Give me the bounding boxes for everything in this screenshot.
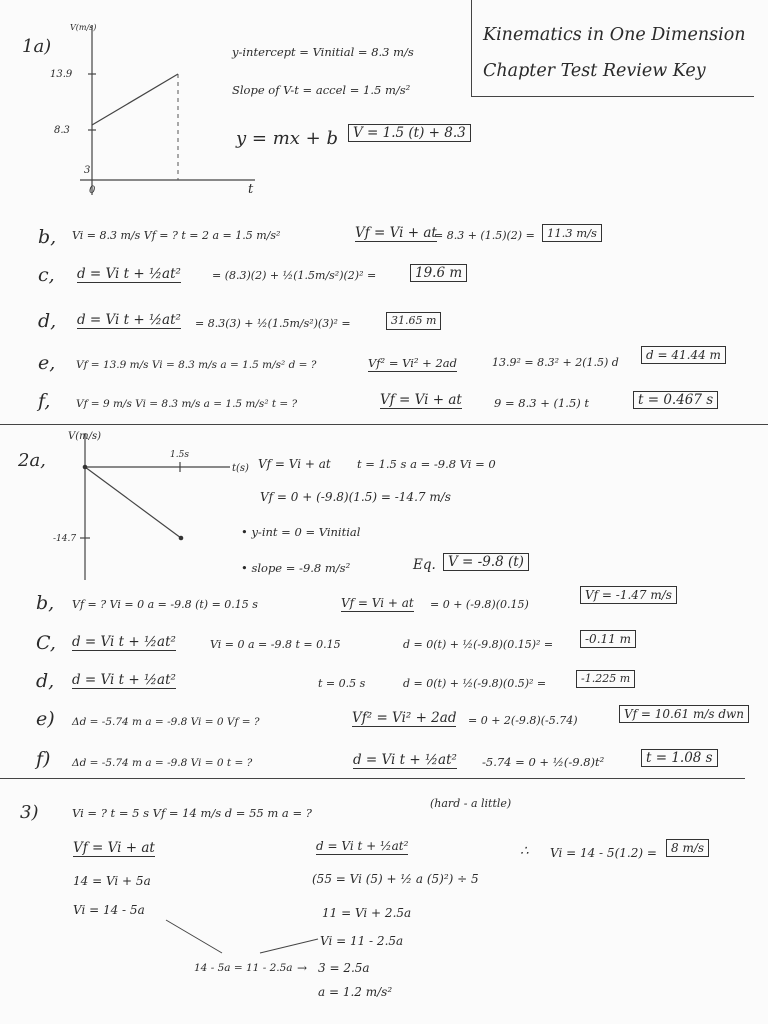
p2e-work: = 0 + 2(-9.8)(-5.74) — [468, 714, 578, 727]
p3-col2-line2: 11 = Vi + 2.5a — [322, 906, 412, 920]
p3-combine2: 3 = 2.5a — [318, 961, 370, 975]
p1e-given: Vf = 13.9 m/s Vi = 8.3 m/s a = 1.5 m/s² d = ? — [76, 359, 317, 371]
p1d-label: d, — [38, 310, 57, 332]
p2d-work: d = 0(t) + ½(-9.8)(0.5)² = — [403, 677, 547, 690]
p2a-answer: V = -9.8 (t) — [443, 553, 529, 571]
p2b-given: Vf = ? Vi = 0 a = -9.8 (t) = 0.15 s — [72, 598, 258, 611]
p2b-label: b, — [36, 592, 55, 614]
p3-label: 3) — [20, 802, 39, 823]
p2c-label: C, — [36, 632, 56, 654]
p3-col2-line1: (55 = Vi (5) + ½ a (5)²) ÷ 5 — [312, 872, 479, 886]
header-box-bottom — [471, 96, 754, 97]
p3-col1-line1: 14 = Vi + 5a — [73, 874, 151, 888]
p1b-work: = 8.3 + (1.5)(2) = — [434, 229, 535, 242]
p1b-equation: Vf = Vi + at — [355, 225, 437, 241]
p2c-answer: -0.11 m — [580, 630, 636, 648]
p3-col1-line2: Vi = 14 - 5a — [73, 903, 145, 917]
p3-given: Vi = ? t = 5 s Vf = 14 m/s d = 55 m a = ? — [72, 806, 312, 820]
p3-col2-line3: Vi = 11 - 2.5a — [320, 934, 404, 948]
p2e-label: e) — [36, 708, 55, 730]
p2f-label: f) — [36, 748, 51, 770]
p2c-work: d = 0(t) + ½(-9.8)(0.15)² = — [403, 638, 554, 651]
p1f-answer: t = 0.467 s — [633, 391, 718, 409]
p1-graph-origin: 0 — [89, 185, 96, 196]
p3-combine: 14 - 5a = 11 - 2.5a — [194, 962, 293, 974]
p1d-answer: 31.65 m — [386, 312, 441, 330]
p1f-equation: Vf = Vi + at — [380, 392, 462, 408]
p2d-label: d, — [36, 670, 55, 692]
p2a-equation: Vf = Vi + at — [258, 457, 331, 471]
p1c-equation: d = Vi t + ½at² — [77, 266, 181, 282]
p1-graph — [50, 15, 254, 200]
p1d-equation: d = Vi t + ½at² — [77, 312, 181, 328]
p1f-label: f, — [38, 390, 51, 412]
p1d-work: = 8.3(3) + ½(1.5m/s²)(3)² = — [195, 317, 351, 330]
p1-graph-x-label: t — [248, 182, 254, 197]
p1-label: 1a) — [22, 36, 52, 57]
p2d-answer: -1.225 m — [576, 670, 635, 688]
p1b-answer: 11.3 m/s — [542, 224, 602, 242]
p3-therefore: ∴ — [520, 843, 529, 859]
p2d-given: t = 0.5 s — [318, 677, 366, 690]
p1e-label: e, — [38, 352, 56, 374]
p1b-given: Vi = 8.3 m/s Vf = ? t = 2 a = 1.5 m/s² — [72, 229, 281, 242]
p1c-label: c, — [38, 264, 55, 286]
p2e-answer: Vf = 10.61 m/s dwn — [619, 705, 749, 723]
divider-2 — [0, 778, 745, 779]
p2f-equation: d = Vi t + ½at² — [353, 752, 457, 768]
p3-col2-equation: d = Vi t + ½at² — [316, 839, 409, 853]
p3-connector-lines — [160, 915, 360, 965]
p3-final-answer: 8 m/s — [666, 839, 709, 857]
header-title: Kinematics in One Dimension — [483, 25, 746, 45]
p1a-answer: V = 1.5 (t) + 8.3 — [348, 124, 471, 142]
p2a-eq-label: Eq. — [413, 557, 436, 573]
p2e-equation: Vf² = Vi² + 2ad — [352, 710, 457, 726]
p2a-bullet-slope: • slope = -9.8 m/s² — [241, 561, 351, 575]
p2f-work: -5.74 = 0 + ½(-9.8)t² — [482, 755, 605, 769]
p2e-given: Δd = -5.74 m a = -9.8 Vi = 0 Vf = ? — [72, 716, 260, 728]
header-box-left — [471, 0, 472, 96]
p1a-slope: Slope of V-t = accel = 1.5 m/s² — [232, 83, 411, 97]
p1e-equation: Vf² = Vi² + 2ad — [368, 356, 457, 370]
p1-graph-tick-low: 8.3 — [54, 125, 70, 136]
p1b-label: b, — [38, 226, 57, 248]
p2-graph-x-label: t(s) — [232, 463, 249, 474]
p2f-given: Δd = -5.74 m a = -9.8 Vi = 0 t = ? — [72, 757, 253, 769]
p2-graph-y-label: V(m/s) — [68, 431, 102, 442]
p3-result-a: a = 1.2 m/s² — [318, 985, 393, 999]
p2c-given: Vi = 0 a = -9.8 t = 0.15 — [210, 638, 341, 651]
p3-final-work: Vi = 14 - 5(1.2) = — [550, 846, 657, 860]
p1f-work: 9 = 8.3 + (1.5) t — [494, 396, 590, 410]
p2a-given: t = 1.5 s a = -9.8 Vi = 0 — [357, 457, 496, 471]
p1c-answer: 19.6 m — [410, 264, 467, 282]
p2a-work: Vf = 0 + (-9.8)(1.5) = -14.7 m/s — [260, 490, 451, 504]
p2-graph — [53, 425, 260, 585]
p1e-answer: d = 41.44 m — [641, 346, 726, 364]
p2d-equation: d = Vi t + ½at² — [72, 672, 176, 688]
p2f-answer: t = 1.08 s — [641, 749, 718, 767]
p2c-equation: d = Vi t + ½at² — [72, 634, 176, 650]
p2-graph-tick-y: -14.7 — [53, 534, 77, 544]
p3-col1-equation: Vf = Vi + at — [73, 840, 155, 856]
p1c-work: = (8.3)(2) + ½(1.5m/s²)(2)² = — [212, 269, 377, 282]
p1f-given: Vf = 9 m/s Vi = 8.3 m/s a = 1.5 m/s² t = ? — [76, 398, 298, 410]
p2-graph-tick-x: 1.5s — [170, 450, 189, 460]
p1-graph-tick-three: 3 — [84, 165, 91, 176]
p1e-work: 13.9² = 8.3² + 2(1.5) d — [492, 356, 619, 369]
p3-note: (hard - a little) — [430, 797, 512, 810]
p1a-intercept: y-intercept = Vinitial = 8.3 m/s — [232, 45, 414, 59]
p2b-answer: Vf = -1.47 m/s — [580, 586, 677, 604]
p1a-linear-form: y = mx + b — [236, 128, 338, 149]
p2-label: 2a, — [18, 450, 46, 471]
p2a-bullet-yint: • y-int = 0 = Vinitial — [241, 525, 361, 539]
p3-arrow: → — [297, 961, 308, 975]
p2b-equation: Vf = Vi + at — [341, 596, 414, 610]
p1-graph-y-label: V(m/s) — [70, 23, 97, 32]
p1-graph-tick-high: 13.9 — [50, 69, 73, 80]
p2b-work: = 0 + (-9.8)(0.15) — [430, 598, 529, 611]
header-subtitle: Chapter Test Review Key — [483, 61, 706, 81]
